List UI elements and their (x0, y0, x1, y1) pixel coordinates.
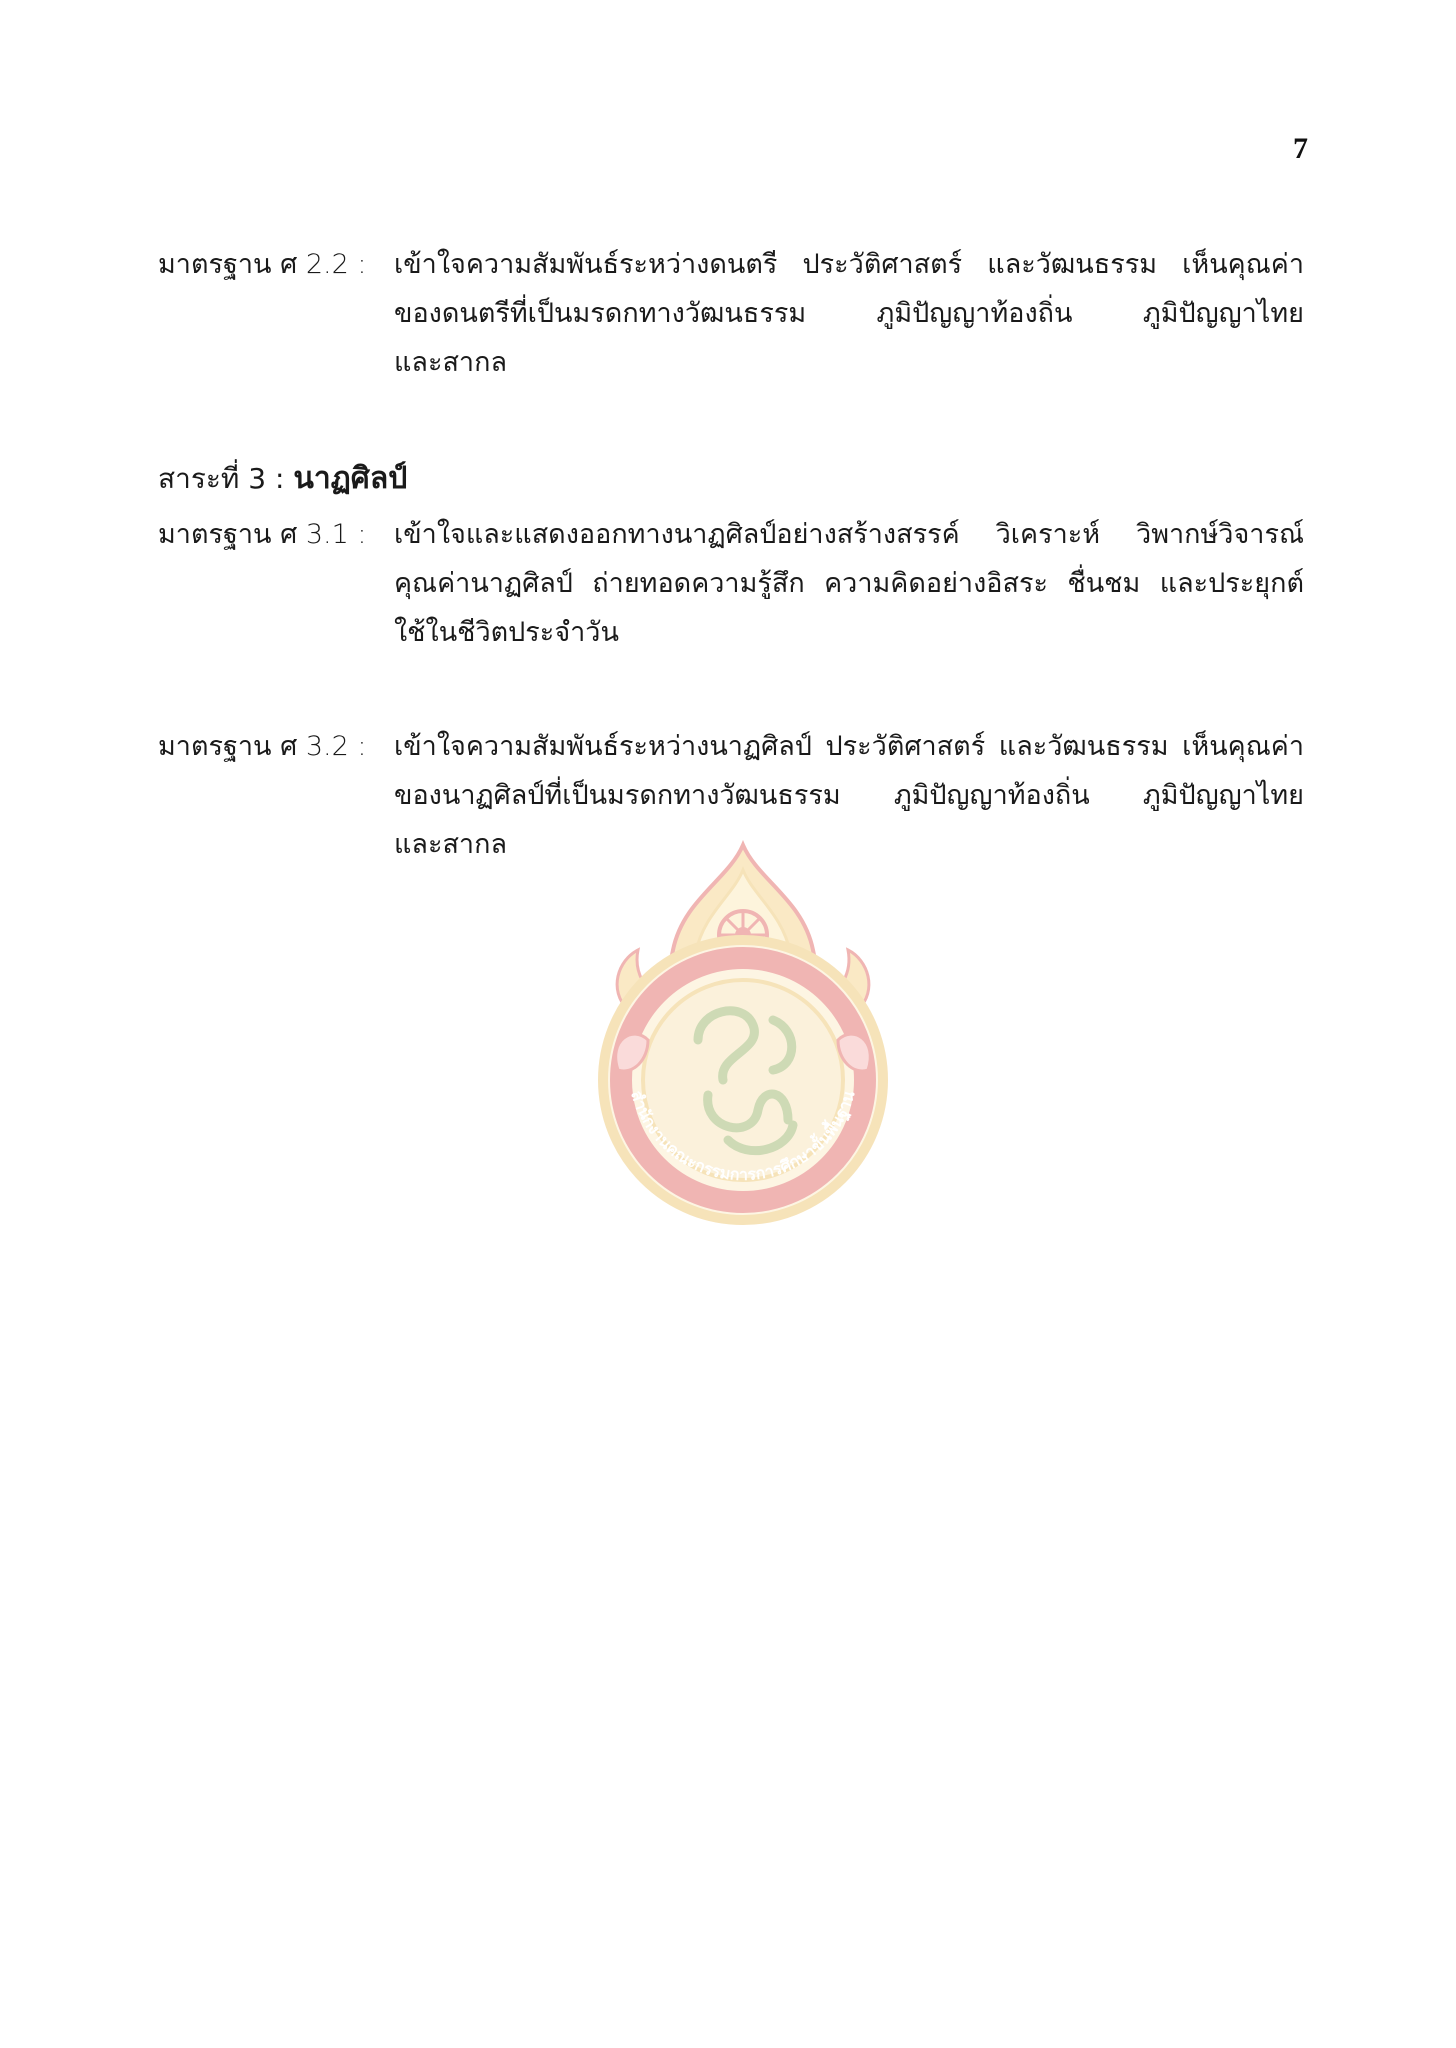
standard-line: ของนาฏศิลป์ที่เป็นมรดกทางวัฒนธรรม ภูมิปัญญาท้องถิ่น ภูมิปัญญาไทย (394, 780, 1304, 811)
standard-line: และสากล (394, 347, 507, 378)
standard-2-2 (158, 240, 1318, 387)
strand-name: นาฏศิลป์ (293, 461, 408, 496)
emblem-ring-text: สำนักงานคณะกรรมการการศึกษาขั้นพื้นฐาน (627, 1088, 859, 1185)
obec-emblem-icon (588, 840, 898, 1230)
page-number: 7 (1293, 132, 1308, 165)
standard-3-1 (158, 510, 1318, 657)
standard-label: มาตรฐาน ศ 3.1 : (158, 519, 367, 550)
standard-line: และสากล (394, 829, 507, 860)
standard-text (394, 510, 1304, 657)
standard-line: เข้าใจความสัมพันธ์ระหว่างดนตรี ประวัติศาสตร์ และวัฒนธรรม เห็นคุณค่า (394, 249, 1304, 280)
strand-heading (158, 455, 407, 503)
standard-label: มาตรฐาน ศ 3.2 : (158, 731, 367, 762)
strand-prefix: สาระที่ 3 : (158, 462, 285, 495)
standard-line: เข้าใจและแสดงออกทางนาฏศิลป์อย่างสร้างสรรค์ วิเคราะห์ วิพากษ์วิจารณ์ (394, 519, 1304, 550)
standard-line: ของดนตรีที่เป็นมรดกทางวัฒนธรรม ภูมิปัญญาท้องถิ่น ภูมิปัญญาไทย (394, 298, 1304, 329)
standard-line: คุณค่านาฏศิลป์ ถ่ายทอดความรู้สึก ความคิดอย่างอิสระ ชื่นชม และประยุกต์ (394, 568, 1304, 599)
standard-line: ใช้ในชีวิตประจำวัน (394, 617, 619, 648)
standard-line: เข้าใจความสัมพันธ์ระหว่างนาฏศิลป์ ประวัติศาสตร์ และวัฒนธรรม เห็นคุณค่า (394, 731, 1304, 762)
standard-label: มาตรฐาน ศ 2.2 : (158, 249, 367, 280)
standard-text (394, 240, 1304, 387)
